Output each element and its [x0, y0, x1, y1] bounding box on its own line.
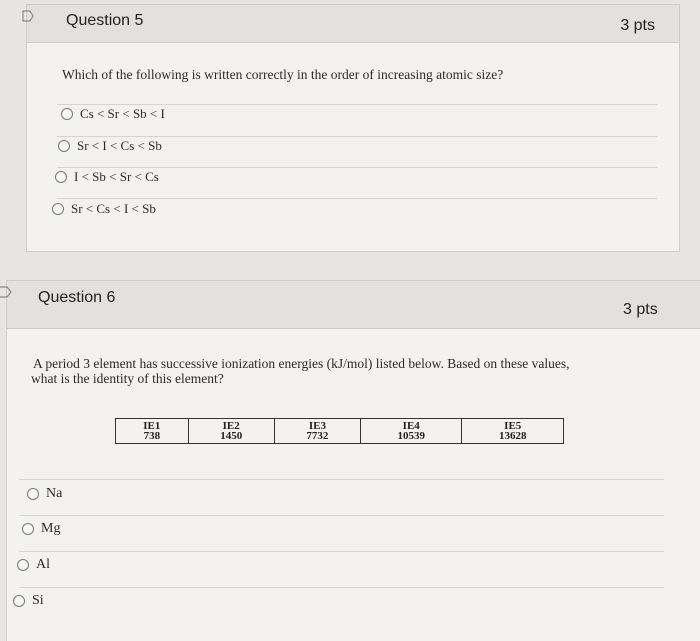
question-6-stem-line-2: what is the identity of this element?	[31, 371, 224, 386]
question-6-option-na[interactable]	[27, 486, 62, 502]
radio-button[interactable]	[22, 523, 34, 535]
question-6-points: 3 pts	[623, 301, 658, 318]
ie-value-5: 13628	[498, 430, 527, 442]
ie-cell-2	[188, 419, 274, 444]
radio-button[interactable]	[55, 171, 67, 183]
option-label: Cs < Sr < Sb < I	[80, 106, 165, 121]
ie-label-4: IE4	[402, 420, 420, 432]
radio-button[interactable]	[61, 108, 73, 120]
radio-button[interactable]	[52, 203, 64, 215]
option-label: Al	[36, 557, 50, 572]
radio-button[interactable]	[27, 488, 39, 500]
option-label: Mg	[41, 521, 61, 536]
ie-value-2: 1450	[220, 430, 243, 442]
radio-button[interactable]	[58, 140, 70, 152]
ie-cell-4	[361, 419, 462, 444]
ie-label-5: IE5	[504, 420, 522, 432]
flag-icon[interactable]	[0, 286, 12, 298]
question-6-option-si[interactable]	[13, 593, 44, 609]
option-divider	[57, 104, 657, 105]
option-divider	[19, 551, 664, 552]
option-label: Si	[32, 593, 44, 608]
question-5-points: 3 pts	[620, 17, 655, 34]
question-6-card	[6, 280, 700, 641]
ie-value-1: 738	[143, 430, 161, 442]
question-6-stem-line-1: A period 3 element has successive ionization energies (kJ/mol) listed below. Based on these values,	[33, 356, 570, 371]
option-divider	[19, 479, 664, 480]
option-label: Na	[46, 486, 63, 501]
ie-label-1: IE1	[143, 420, 161, 432]
radio-button[interactable]	[13, 595, 25, 607]
option-divider	[57, 198, 657, 199]
question-5-stem: Which of the following is written correctly in the order of increasing atomic size?	[62, 67, 504, 82]
question-5-card	[26, 4, 680, 252]
question-6-option-al[interactable]	[17, 557, 50, 573]
option-label: I < Sb < Sr < Cs	[74, 169, 159, 184]
radio-button[interactable]	[17, 559, 29, 571]
question-6-title: Question 6	[38, 289, 116, 306]
ie-label-3: IE3	[308, 420, 326, 432]
ie-cell-5	[462, 419, 564, 444]
question-5-option-1[interactable]	[61, 106, 165, 122]
ionization-energy-table	[115, 418, 564, 444]
question-5-option-3[interactable]	[55, 169, 159, 185]
option-label: Sr < Cs < I < Sb	[71, 201, 156, 216]
ie-value-3: 7732	[306, 430, 329, 442]
ie-value-4: 10539	[397, 430, 425, 442]
ie-cell-3	[274, 419, 360, 444]
option-divider	[19, 515, 664, 516]
ie-cell-1	[116, 419, 189, 444]
ie-label-2: IE2	[222, 420, 240, 432]
option-label: Sr < I < Cs < Sb	[77, 138, 162, 153]
question-5-option-2[interactable]	[58, 138, 162, 154]
option-divider	[19, 587, 664, 588]
question-5-title: Question 5	[66, 12, 144, 29]
question-5-option-4[interactable]	[52, 201, 156, 217]
option-divider	[57, 136, 657, 137]
option-divider	[57, 167, 657, 168]
flag-icon[interactable]	[22, 10, 34, 22]
question-6-option-mg[interactable]	[22, 521, 60, 537]
